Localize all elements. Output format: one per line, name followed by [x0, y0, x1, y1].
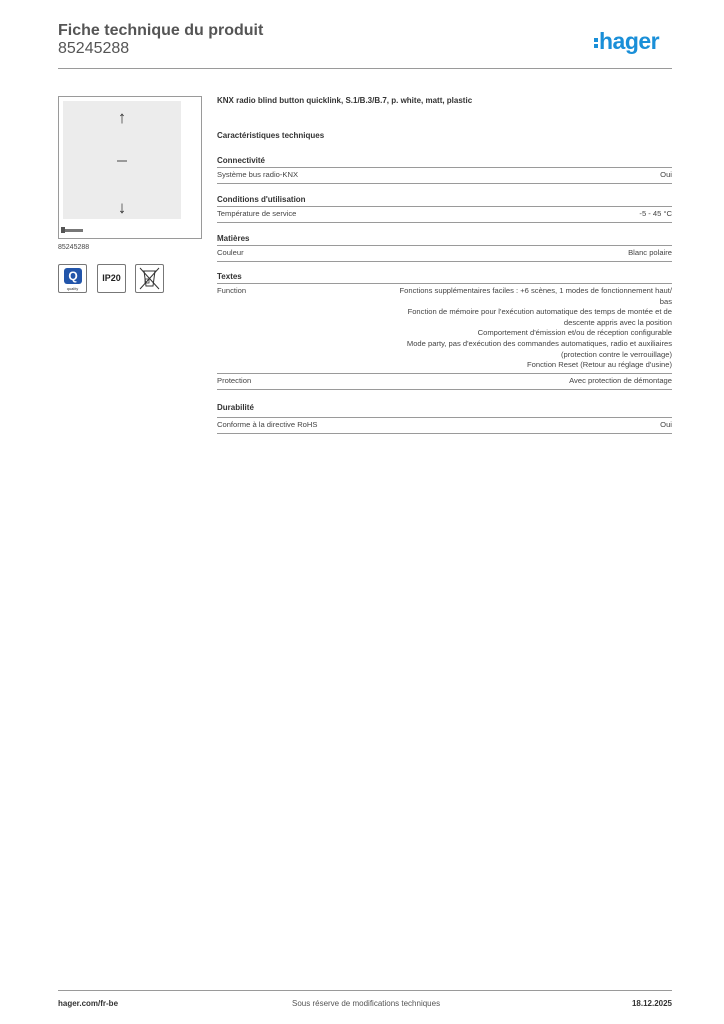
arrow-up-icon: ↑: [117, 108, 127, 127]
function-line: Fonction Reset (Retour au réglage d'usine): [527, 360, 672, 370]
hager-logo[interactable]: [594, 30, 659, 53]
section-heading-connectivite: Connectivité: [217, 156, 266, 165]
function-line: (protection contre le verrouillage): [560, 349, 672, 359]
product-image-frame: [58, 96, 202, 239]
spec-label: Couleur: [217, 248, 244, 257]
logo-dots-icon: [594, 36, 598, 50]
stop-dash-icon: [117, 160, 127, 162]
spec-label: Function: [217, 286, 247, 295]
footer-divider: [58, 990, 672, 991]
spec-label: Système bus radio-KNX: [217, 170, 299, 179]
spec-value: Oui: [660, 170, 672, 179]
quality-badge-text: quality: [66, 286, 79, 291]
spec-value: Blanc polaire: [628, 248, 672, 257]
function-line: Mode party, pas d'exécution des commandes automatiques, radio et auxiliaires: [406, 338, 672, 348]
row-divider: [217, 183, 672, 184]
logo-text: hager: [599, 28, 660, 54]
function-line: Comportement d'émission et/ou de réception configurable: [477, 328, 672, 338]
function-line: bas: [659, 296, 672, 306]
header-divider: [58, 68, 672, 69]
quality-q-icon: [58, 264, 87, 293]
product-name: KNX radio blind button quicklink, S.1/B.3/B.7, p. white, matt, plastic: [217, 96, 473, 105]
spec-row: [217, 167, 672, 183]
spec-value: -5 - 45 °C: [639, 209, 672, 218]
spec-label: Température de service: [217, 209, 297, 218]
spec-label: Protection: [217, 376, 252, 385]
row-divider: [217, 433, 672, 434]
spec-label: Conforme à la directive RoHS: [217, 420, 318, 429]
row-divider: [217, 222, 672, 223]
spec-row: [217, 417, 672, 433]
function-value-lines: [317, 286, 672, 371]
page-title: Fiche technique du produit: [58, 22, 264, 39]
spec-value: Oui: [660, 420, 672, 429]
tech-heading: Caractéristiques techniques: [217, 131, 325, 140]
footer-disclaimer: Sous réserve de modifications techniques: [292, 999, 441, 1008]
side-view-icon: [61, 227, 83, 233]
row-divider: [217, 261, 672, 262]
section-heading-durabilite: Durabilité: [217, 403, 254, 412]
footer-date: 18.12.2025: [631, 999, 672, 1008]
function-line: Fonction de mémoire pour l'exécution automatique des temps de montée et de: [407, 307, 672, 317]
function-line: Fonctions supplémentaires faciles : +6 scènes, 1 modes de fonctionnement haut/: [399, 286, 672, 295]
arrow-down-icon: ↓: [117, 198, 127, 217]
footer-website-link[interactable]: hager.com/fr-be: [58, 999, 119, 1008]
product-image: [63, 101, 181, 219]
section-heading-matieres: Matières: [217, 234, 250, 243]
function-line: descente appris avec la position: [563, 317, 672, 327]
q-letter-icon: Q: [64, 268, 82, 284]
spec-row: [217, 206, 672, 222]
row-divider: [217, 389, 672, 390]
spec-value: Avec protection de démontage: [569, 376, 672, 385]
ip-rating-badge: IP20: [97, 264, 126, 293]
product-code: 85245288: [58, 40, 130, 57]
spec-row: [217, 373, 672, 389]
section-heading-conditions: Conditions d'utilisation: [217, 195, 306, 204]
spec-row: [217, 245, 672, 261]
weee-bin-icon: [135, 264, 164, 293]
spec-row-function: [217, 283, 672, 373]
section-heading-textes: Textes: [217, 272, 242, 281]
image-caption: 85245288: [58, 244, 90, 251]
